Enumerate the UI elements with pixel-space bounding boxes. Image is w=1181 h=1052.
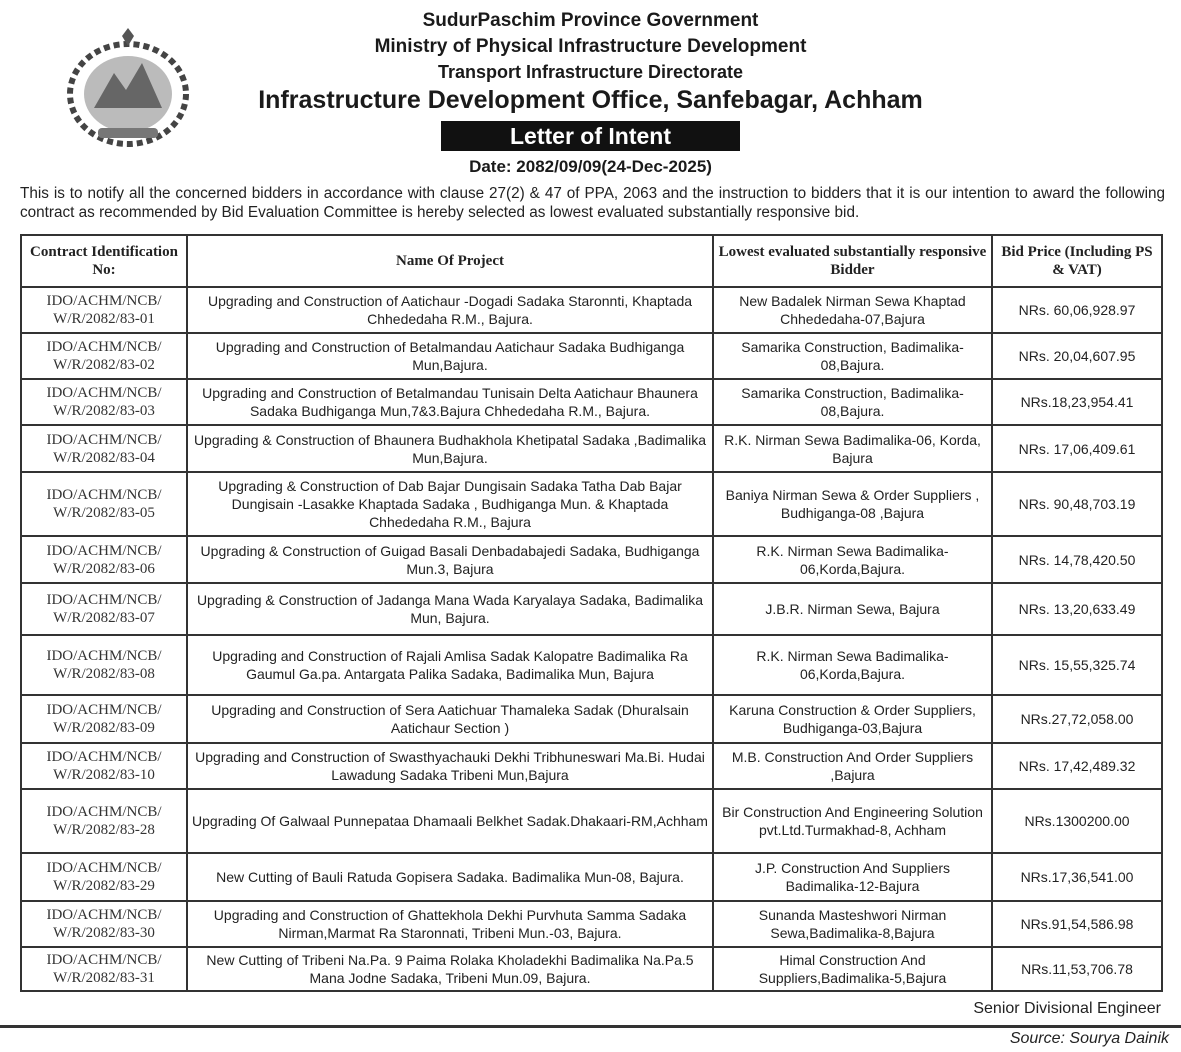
bid-price: NRs.17,36,541.00	[992, 853, 1162, 901]
project-name: Upgrading & Construction of Bhaunera Budhakhola Khetipatal Sadaka ,Badimalika Mun,Bajura.	[187, 425, 713, 472]
table-row	[21, 583, 1162, 635]
project-name: Upgrading & Construction of Guigad Basali Denbadabajedi Sadaka, Budhiganga Mun.3, Bajura	[187, 536, 713, 583]
contract-id: IDO/ACHM/NCB/ W/R/2082/83-01	[21, 287, 187, 333]
project-name: Upgrading and Construction of Betalmandau Tunisain Delta Aatichaur Bhaunera Sadaka Budhiganga Mun,7&3.Bajura Chhededaha R.M., Bajura.	[187, 379, 713, 425]
office-name: Infrastructure Development Office, Sanfebagar, Achham	[258, 86, 923, 114]
ministry-name: Ministry of Physical Infrastructure Development	[374, 36, 807, 57]
bidder-name: J.B.R. Nirman Sewa, Bajura	[713, 583, 992, 635]
header-contract-id: Contract Identification No:	[21, 235, 187, 287]
table-row	[21, 853, 1162, 901]
contract-id: IDO/ACHM/NCB/ W/R/2082/83-08	[21, 635, 187, 695]
project-name: New Cutting of Tribeni Na.Pa. 9 Paima Rolaka Kholadekhi Badimalika Na.Pa.5 Mana Jodne Sadaka, Tribeni Mun.09, Bajura.	[187, 947, 713, 991]
notice-title: Letter of Intent	[441, 121, 740, 151]
contracts-table	[20, 234, 1163, 992]
project-name: Upgrading & Construction of Jadanga Mana Wada Karyalaya Sadaka, Badimalika Mun, Bajura.	[187, 583, 713, 635]
table-header-row	[21, 235, 1162, 287]
bidder-name: New Badalek Nirman Sewa Khaptad Chhededaha-07,Bajura	[713, 287, 992, 333]
notice-date: Date: 2082/09/09(24-Dec-2025)	[469, 157, 712, 176]
contract-id: IDO/ACHM/NCB/ W/R/2082/83-05	[21, 472, 187, 536]
table-row	[21, 789, 1162, 853]
table-row	[21, 635, 1162, 695]
table-row	[21, 536, 1162, 583]
header-bid-price: Bid Price (Including PS & VAT)	[992, 235, 1162, 287]
bidder-name: Samarika Construction, Badimalika-08,Bajura.	[713, 333, 992, 379]
bid-price: NRs.1300200.00	[992, 789, 1162, 853]
table-row	[21, 947, 1162, 991]
bid-price: NRs. 90,48,703.19	[992, 472, 1162, 536]
bid-price: NRs.91,54,586.98	[992, 901, 1162, 947]
bidder-name: Samarika Construction, Badimalika-08,Bajura.	[713, 379, 992, 425]
project-name: New Cutting of Bauli Ratuda Gopisera Sadaka. Badimalika Mun-08, Bajura.	[187, 853, 713, 901]
header-bidder: Lowest evaluated substantially responsive Bidder	[713, 235, 992, 287]
bidder-name: R.K. Nirman Sewa Badimalika-06,Korda,Bajura.	[713, 536, 992, 583]
contract-id: IDO/ACHM/NCB/ W/R/2082/83-28	[21, 789, 187, 853]
contract-id: IDO/ACHM/NCB/ W/R/2082/83-07	[21, 583, 187, 635]
signature-title: Senior Divisional Engineer	[973, 1000, 1161, 1017]
table-row	[21, 287, 1162, 333]
bid-price: NRs.27,72,058.00	[992, 695, 1162, 743]
project-name: Upgrading and Construction of Ghattekhola Dekhi Purvhuta Samma Sadaka Nirman,Marmat Ra Staronnati, Tribeni Mun.-03, Bajura.	[187, 901, 713, 947]
contract-id: IDO/ACHM/NCB/ W/R/2082/83-03	[21, 379, 187, 425]
project-name: Upgrading and Construction of Rajali Amlisa Sadak Kalopatre Badimalika Ra Gaumul Ga.pa. Antargata Palika Sadaka, Badimalika Mun, Bajura	[187, 635, 713, 695]
bid-price: NRs.18,23,954.41	[992, 379, 1162, 425]
government-name: SudurPaschim Province Government	[422, 10, 759, 31]
bidder-name: M.B. Construction And Order Suppliers ,Bajura	[713, 743, 992, 789]
project-name: Upgrading and Construction of Betalmandau Aatichaur Sadaka Budhiganga Mun,Bajura.	[187, 333, 713, 379]
bidder-name: Sunanda Masteshwori Nirman Sewa,Badimalika-8,Bajura	[713, 901, 992, 947]
bid-price: NRs.11,53,706.78	[992, 947, 1162, 991]
table-row	[21, 743, 1162, 789]
bidder-name: Karuna Construction & Order Suppliers, Budhiganga-03,Bajura	[713, 695, 992, 743]
bidder-name: J.P. Construction And Suppliers Badimalika-12-Bajura	[713, 853, 992, 901]
source-credit: Source: Sourya Dainik	[1009, 1030, 1169, 1047]
bid-price: NRs. 17,06,409.61	[992, 425, 1162, 472]
contract-id: IDO/ACHM/NCB/ W/R/2082/83-04	[21, 425, 187, 472]
contract-id: IDO/ACHM/NCB/ W/R/2082/83-30	[21, 901, 187, 947]
project-name: Upgrading & Construction of Dab Bajar Dungisain Sadaka Tatha Dab Bajar Dungisain -Lasakke Khaptada Sadaka , Budhiganga Mun. & Khaptada Chhededaha R.M., Bajura	[187, 472, 713, 536]
bid-price: NRs. 14,78,420.50	[992, 536, 1162, 583]
table-row	[21, 379, 1162, 425]
table-row	[21, 695, 1162, 743]
bid-price: NRs. 20,04,607.95	[992, 333, 1162, 379]
bid-price: NRs. 13,20,633.49	[992, 583, 1162, 635]
project-name: Upgrading and Construction of Sera Aatichuar Thamaleka Sadak (Dhuralsain Aatichaur Section )	[187, 695, 713, 743]
bidder-name: R.K. Nirman Sewa Badimalika-06, Korda, Bajura	[713, 425, 992, 472]
project-name: Upgrading and Construction of Aatichaur -Dogadi Sadaka Staronnti, Khaptada Chhededaha R.M., Bajura.	[187, 287, 713, 333]
contract-id: IDO/ACHM/NCB/ W/R/2082/83-29	[21, 853, 187, 901]
bid-price: NRs. 17,42,489.32	[992, 743, 1162, 789]
project-name: Upgrading Of Galwaal Punnepataa Dhamaali Belkhet Sadak.Dhakaari-RM,Achham	[187, 789, 713, 853]
contract-id: IDO/ACHM/NCB/ W/R/2082/83-09	[21, 695, 187, 743]
table-row	[21, 333, 1162, 379]
contract-id: IDO/ACHM/NCB/ W/R/2082/83-10	[21, 743, 187, 789]
bidder-name: Himal Construction And Suppliers,Badimalika-5,Bajura	[713, 947, 992, 991]
table-row	[21, 472, 1162, 536]
bidder-name: Bir Construction And Engineering Solution pvt.Ltd.Turmakhad-8, Achham	[713, 789, 992, 853]
header-project: Name Of Project	[187, 235, 713, 287]
project-name: Upgrading and Construction of Swasthyachauki Dekhi Tribhuneswari Ma.Bi. Hudai Lawadung Sadaka Tribeni Mun,Bajura	[187, 743, 713, 789]
contract-id: IDO/ACHM/NCB/ W/R/2082/83-31	[21, 947, 187, 991]
contract-id: IDO/ACHM/NCB/ W/R/2082/83-06	[21, 536, 187, 583]
divider	[0, 1025, 1181, 1028]
contract-id: IDO/ACHM/NCB/ W/R/2082/83-02	[21, 333, 187, 379]
directorate-name: Transport Infrastructure Directorate	[437, 62, 744, 82]
bidder-name: Baniya Nirman Sewa & Order Suppliers , Budhiganga-08 ,Bajura	[713, 472, 992, 536]
bid-price: NRs. 60,06,928.97	[992, 287, 1162, 333]
table-row	[21, 425, 1162, 472]
bidder-name: R.K. Nirman Sewa Badimalika-06,Korda,Bajura.	[713, 635, 992, 695]
intro-paragraph: This is to notify all the concerned bidders in accordance with clause 27(2) & 47 of PPA, 2063 and the instruction to bidders that it is our intention to award the following contract as recommended by Bid Evaluation Committee is hereby selected as lowest evaluated substantially responsive bid.	[20, 185, 1165, 221]
bid-price: NRs. 15,55,325.74	[992, 635, 1162, 695]
table-row	[21, 901, 1162, 947]
